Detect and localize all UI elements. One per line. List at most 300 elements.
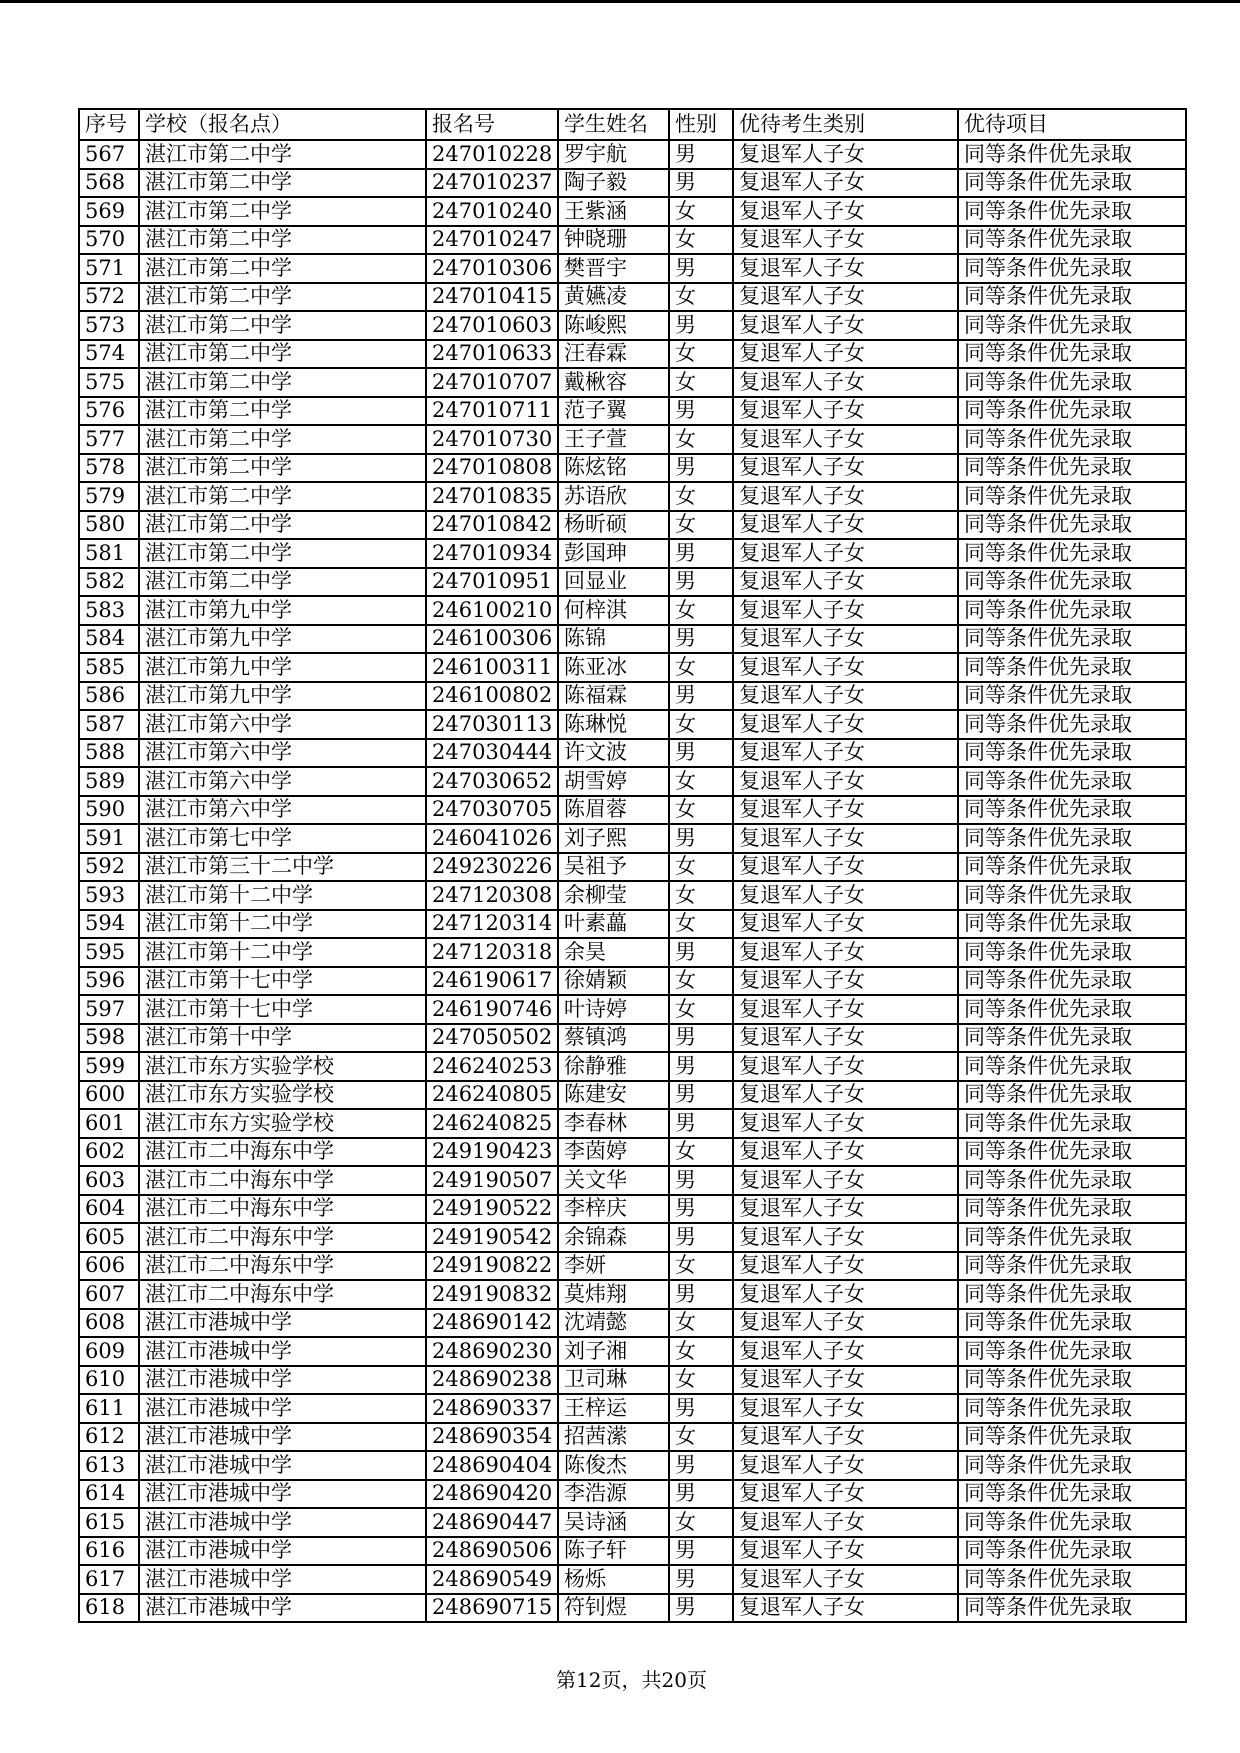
table-row bbox=[79, 1480, 1186, 1509]
cell-gender: 女 bbox=[669, 197, 733, 226]
cell-student-name: 李茵婷 bbox=[558, 1138, 669, 1167]
table-row bbox=[79, 1451, 1186, 1480]
cell-gender: 男 bbox=[669, 1024, 733, 1053]
table-row bbox=[79, 1594, 1186, 1623]
cell-category: 复退军人子女 bbox=[733, 1052, 958, 1081]
table-row bbox=[79, 568, 1186, 597]
cell-reg-no: 247010633 bbox=[426, 340, 558, 369]
cell-reg-no: 248690230 bbox=[426, 1337, 558, 1366]
cell-gender: 女 bbox=[669, 1309, 733, 1338]
cell-gender: 女 bbox=[669, 967, 733, 996]
cell-category: 复退军人子女 bbox=[733, 340, 958, 369]
table-row bbox=[79, 796, 1186, 825]
cell-reg-no: 247010247 bbox=[426, 226, 558, 255]
cell-reg-no: 246100311 bbox=[426, 653, 558, 682]
cell-student-name: 樊晋宇 bbox=[558, 254, 669, 283]
cell-reg-no: 248690142 bbox=[426, 1309, 558, 1338]
cell-student-name: 汪春霖 bbox=[558, 340, 669, 369]
cell-gender: 男 bbox=[669, 397, 733, 426]
table-row bbox=[79, 1052, 1186, 1081]
cell-category: 复退军人子女 bbox=[733, 853, 958, 882]
cell-category: 复退军人子女 bbox=[733, 1166, 958, 1195]
cell-reg-no: 249190522 bbox=[426, 1195, 558, 1224]
cell-school: 湛江市第二中学 bbox=[139, 226, 426, 255]
cell-category: 复退军人子女 bbox=[733, 1594, 958, 1623]
cell-index: 587 bbox=[79, 710, 139, 739]
cell-item: 同等条件优先录取 bbox=[958, 824, 1186, 853]
cell-school: 湛江市第二中学 bbox=[139, 539, 426, 568]
cell-reg-no: 248690337 bbox=[426, 1394, 558, 1423]
cell-student-name: 叶诗婷 bbox=[558, 995, 669, 1024]
cell-item: 同等条件优先录取 bbox=[958, 169, 1186, 198]
cell-school: 湛江市第二中学 bbox=[139, 482, 426, 511]
cell-student-name: 王梓运 bbox=[558, 1394, 669, 1423]
cell-index: 610 bbox=[79, 1366, 139, 1395]
cell-school: 湛江市二中海东中学 bbox=[139, 1195, 426, 1224]
cell-school: 湛江市第七中学 bbox=[139, 824, 426, 853]
cell-student-name: 许文波 bbox=[558, 739, 669, 768]
column-header-gender: 性别 bbox=[669, 109, 733, 140]
cell-reg-no: 249190507 bbox=[426, 1166, 558, 1195]
cell-reg-no: 248690549 bbox=[426, 1565, 558, 1594]
table-row bbox=[79, 938, 1186, 967]
cell-index: 593 bbox=[79, 881, 139, 910]
cell-gender: 男 bbox=[669, 169, 733, 198]
table-row bbox=[79, 1537, 1186, 1566]
cell-category: 复退军人子女 bbox=[733, 739, 958, 768]
cell-student-name: 杨烁 bbox=[558, 1565, 669, 1594]
cell-reg-no: 249230226 bbox=[426, 853, 558, 882]
cell-student-name: 李梓庆 bbox=[558, 1195, 669, 1224]
table-row bbox=[79, 1337, 1186, 1366]
cell-index: 598 bbox=[79, 1024, 139, 1053]
cell-student-name: 陈福霖 bbox=[558, 682, 669, 711]
cell-item: 同等条件优先录取 bbox=[958, 340, 1186, 369]
cell-school: 湛江市第二中学 bbox=[139, 140, 426, 169]
cell-index: 618 bbox=[79, 1594, 139, 1623]
cell-reg-no: 246240805 bbox=[426, 1081, 558, 1110]
cell-item: 同等条件优先录取 bbox=[958, 796, 1186, 825]
cell-reg-no: 247120308 bbox=[426, 881, 558, 910]
cell-reg-no: 249190542 bbox=[426, 1223, 558, 1252]
cell-category: 复退军人子女 bbox=[733, 1366, 958, 1395]
cell-category: 复退军人子女 bbox=[733, 482, 958, 511]
table-header-row bbox=[79, 109, 1186, 140]
cell-student-name: 叶素藟 bbox=[558, 910, 669, 939]
cell-category: 复退军人子女 bbox=[733, 1309, 958, 1338]
cell-gender: 女 bbox=[669, 368, 733, 397]
cell-item: 同等条件优先录取 bbox=[958, 482, 1186, 511]
cell-student-name: 蔡镇鸿 bbox=[558, 1024, 669, 1053]
cell-index: 583 bbox=[79, 596, 139, 625]
cell-gender: 男 bbox=[669, 1451, 733, 1480]
cell-category: 复退军人子女 bbox=[733, 1138, 958, 1167]
cell-index: 586 bbox=[79, 682, 139, 711]
cell-reg-no: 248690404 bbox=[426, 1451, 558, 1480]
cell-category: 复退军人子女 bbox=[733, 967, 958, 996]
cell-index: 579 bbox=[79, 482, 139, 511]
cell-item: 同等条件优先录取 bbox=[958, 853, 1186, 882]
table-row bbox=[79, 311, 1186, 340]
cell-reg-no: 246240825 bbox=[426, 1109, 558, 1138]
table-row bbox=[79, 1081, 1186, 1110]
cell-reg-no: 247010730 bbox=[426, 425, 558, 454]
cell-category: 复退军人子女 bbox=[733, 995, 958, 1024]
cell-index: 612 bbox=[79, 1423, 139, 1452]
cell-category: 复退军人子女 bbox=[733, 824, 958, 853]
table-row bbox=[79, 625, 1186, 654]
cell-index: 599 bbox=[79, 1052, 139, 1081]
cell-school: 湛江市第九中学 bbox=[139, 682, 426, 711]
cell-student-name: 徐婧颖 bbox=[558, 967, 669, 996]
cell-school: 湛江市第二中学 bbox=[139, 425, 426, 454]
cell-item: 同等条件优先录取 bbox=[958, 568, 1186, 597]
cell-gender: 女 bbox=[669, 596, 733, 625]
cell-student-name: 杨昕硕 bbox=[558, 511, 669, 540]
column-header-reg-no: 报名号 bbox=[426, 109, 558, 140]
cell-index: 582 bbox=[79, 568, 139, 597]
cell-school: 湛江市第二中学 bbox=[139, 311, 426, 340]
table-row bbox=[79, 1223, 1186, 1252]
cell-gender: 男 bbox=[669, 739, 733, 768]
cell-gender: 女 bbox=[669, 853, 733, 882]
cell-index: 575 bbox=[79, 368, 139, 397]
table-header bbox=[79, 109, 1186, 140]
cell-category: 复退军人子女 bbox=[733, 796, 958, 825]
cell-reg-no: 246100802 bbox=[426, 682, 558, 711]
cell-index: 607 bbox=[79, 1280, 139, 1309]
cell-student-name: 余昊 bbox=[558, 938, 669, 967]
cell-reg-no: 246190746 bbox=[426, 995, 558, 1024]
cell-index: 611 bbox=[79, 1394, 139, 1423]
cell-index: 596 bbox=[79, 967, 139, 996]
cell-index: 594 bbox=[79, 910, 139, 939]
cell-gender: 男 bbox=[669, 1166, 733, 1195]
cell-category: 复退军人子女 bbox=[733, 511, 958, 540]
cell-school: 湛江市第三十二中学 bbox=[139, 853, 426, 882]
cell-item: 同等条件优先录取 bbox=[958, 625, 1186, 654]
cell-item: 同等条件优先录取 bbox=[958, 910, 1186, 939]
cell-index: 592 bbox=[79, 853, 139, 882]
cell-gender: 女 bbox=[669, 653, 733, 682]
cell-category: 复退军人子女 bbox=[733, 1252, 958, 1281]
cell-category: 复退军人子女 bbox=[733, 1223, 958, 1252]
table-row bbox=[79, 1195, 1186, 1224]
cell-category: 复退军人子女 bbox=[733, 881, 958, 910]
cell-item: 同等条件优先录取 bbox=[958, 938, 1186, 967]
cell-school: 湛江市第二中学 bbox=[139, 283, 426, 312]
table-row bbox=[79, 824, 1186, 853]
cell-student-name: 陈建安 bbox=[558, 1081, 669, 1110]
cell-gender: 男 bbox=[669, 938, 733, 967]
table-row bbox=[79, 226, 1186, 255]
cell-gender: 男 bbox=[669, 1195, 733, 1224]
cell-item: 同等条件优先录取 bbox=[958, 226, 1186, 255]
cell-item: 同等条件优先录取 bbox=[958, 254, 1186, 283]
cell-item: 同等条件优先录取 bbox=[958, 995, 1186, 1024]
table-row bbox=[79, 368, 1186, 397]
cell-index: 585 bbox=[79, 653, 139, 682]
cell-reg-no: 247120314 bbox=[426, 910, 558, 939]
cell-reg-no: 247030113 bbox=[426, 710, 558, 739]
cell-category: 复退军人子女 bbox=[733, 1337, 958, 1366]
cell-student-name: 彭国珅 bbox=[558, 539, 669, 568]
table-row bbox=[79, 1366, 1186, 1395]
cell-reg-no: 247010808 bbox=[426, 454, 558, 483]
cell-reg-no: 248690715 bbox=[426, 1594, 558, 1623]
cell-school: 湛江市东方实验学校 bbox=[139, 1052, 426, 1081]
cell-item: 同等条件优先录取 bbox=[958, 1394, 1186, 1423]
cell-reg-no: 247010951 bbox=[426, 568, 558, 597]
cell-gender: 女 bbox=[669, 511, 733, 540]
table-row bbox=[79, 881, 1186, 910]
cell-student-name: 陈琳悦 bbox=[558, 710, 669, 739]
cell-index: 613 bbox=[79, 1451, 139, 1480]
cell-gender: 女 bbox=[669, 1423, 733, 1452]
cell-index: 574 bbox=[79, 340, 139, 369]
cell-category: 复退军人子女 bbox=[733, 254, 958, 283]
cell-gender: 男 bbox=[669, 140, 733, 169]
cell-category: 复退军人子女 bbox=[733, 397, 958, 426]
table-body bbox=[79, 140, 1186, 1622]
cell-school: 湛江市第十二中学 bbox=[139, 881, 426, 910]
cell-student-name: 陈亚冰 bbox=[558, 653, 669, 682]
cell-item: 同等条件优先录取 bbox=[958, 881, 1186, 910]
cell-index: 616 bbox=[79, 1537, 139, 1566]
cell-index: 604 bbox=[79, 1195, 139, 1224]
cell-item: 同等条件优先录取 bbox=[958, 311, 1186, 340]
page-top-rule bbox=[0, 0, 1240, 3]
cell-index: 606 bbox=[79, 1252, 139, 1281]
table-row bbox=[79, 1252, 1186, 1281]
cell-category: 复退军人子女 bbox=[733, 140, 958, 169]
cell-item: 同等条件优先录取 bbox=[958, 1166, 1186, 1195]
table-row bbox=[79, 1565, 1186, 1594]
cell-item: 同等条件优先录取 bbox=[958, 1337, 1186, 1366]
cell-category: 复退军人子女 bbox=[733, 368, 958, 397]
table-row bbox=[79, 425, 1186, 454]
cell-student-name: 余锦森 bbox=[558, 1223, 669, 1252]
cell-student-name: 沈靖懿 bbox=[558, 1309, 669, 1338]
cell-gender: 男 bbox=[669, 682, 733, 711]
cell-item: 同等条件优先录取 bbox=[958, 454, 1186, 483]
cell-category: 复退军人子女 bbox=[733, 1394, 958, 1423]
cell-category: 复退军人子女 bbox=[733, 1280, 958, 1309]
cell-school: 湛江市东方实验学校 bbox=[139, 1109, 426, 1138]
cell-school: 湛江市第二中学 bbox=[139, 368, 426, 397]
cell-student-name: 罗宇航 bbox=[558, 140, 669, 169]
cell-reg-no: 247030444 bbox=[426, 739, 558, 768]
cell-item: 同等条件优先录取 bbox=[958, 710, 1186, 739]
cell-school: 湛江市第二中学 bbox=[139, 568, 426, 597]
cell-student-name: 陈锦 bbox=[558, 625, 669, 654]
cell-index: 590 bbox=[79, 796, 139, 825]
cell-school: 湛江市第二中学 bbox=[139, 197, 426, 226]
cell-school: 湛江市二中海东中学 bbox=[139, 1280, 426, 1309]
table-row bbox=[79, 1508, 1186, 1537]
cell-reg-no: 249190832 bbox=[426, 1280, 558, 1309]
cell-category: 复退军人子女 bbox=[733, 1537, 958, 1566]
cell-item: 同等条件优先录取 bbox=[958, 1594, 1186, 1623]
cell-school: 湛江市港城中学 bbox=[139, 1394, 426, 1423]
table-row bbox=[79, 710, 1186, 739]
cell-school: 湛江市第六中学 bbox=[139, 767, 426, 796]
table-row bbox=[79, 967, 1186, 996]
cell-index: 576 bbox=[79, 397, 139, 426]
cell-index: 617 bbox=[79, 1565, 139, 1594]
cell-item: 同等条件优先录取 bbox=[958, 1252, 1186, 1281]
cell-school: 湛江市第十二中学 bbox=[139, 910, 426, 939]
cell-index: 614 bbox=[79, 1480, 139, 1509]
cell-item: 同等条件优先录取 bbox=[958, 1024, 1186, 1053]
table-row bbox=[79, 739, 1186, 768]
cell-gender: 男 bbox=[669, 1223, 733, 1252]
cell-school: 湛江市港城中学 bbox=[139, 1508, 426, 1537]
cell-gender: 女 bbox=[669, 710, 733, 739]
cell-gender: 女 bbox=[669, 482, 733, 511]
cell-category: 复退军人子女 bbox=[733, 1423, 958, 1452]
cell-index: 584 bbox=[79, 625, 139, 654]
cell-school: 湛江市东方实验学校 bbox=[139, 1081, 426, 1110]
table-row bbox=[79, 283, 1186, 312]
cell-school: 湛江市第九中学 bbox=[139, 653, 426, 682]
cell-reg-no: 247010603 bbox=[426, 311, 558, 340]
cell-gender: 男 bbox=[669, 1594, 733, 1623]
cell-reg-no: 247010711 bbox=[426, 397, 558, 426]
column-header-index: 序号 bbox=[79, 109, 139, 140]
table-row bbox=[79, 169, 1186, 198]
cell-index: 571 bbox=[79, 254, 139, 283]
cell-school: 湛江市港城中学 bbox=[139, 1423, 426, 1452]
cell-index: 608 bbox=[79, 1309, 139, 1338]
preferential-students-table bbox=[78, 108, 1187, 1623]
cell-school: 湛江市港城中学 bbox=[139, 1537, 426, 1566]
cell-school: 湛江市港城中学 bbox=[139, 1565, 426, 1594]
cell-gender: 男 bbox=[669, 254, 733, 283]
cell-school: 湛江市港城中学 bbox=[139, 1309, 426, 1338]
cell-student-name: 李妍 bbox=[558, 1252, 669, 1281]
cell-school: 湛江市二中海东中学 bbox=[139, 1166, 426, 1195]
cell-gender: 女 bbox=[669, 881, 733, 910]
cell-student-name: 陈炫铭 bbox=[558, 454, 669, 483]
cell-item: 同等条件优先录取 bbox=[958, 1423, 1186, 1452]
cell-index: 597 bbox=[79, 995, 139, 1024]
table-row bbox=[79, 1166, 1186, 1195]
cell-student-name: 吴诗涵 bbox=[558, 1508, 669, 1537]
cell-category: 复退军人子女 bbox=[733, 625, 958, 654]
cell-index: 588 bbox=[79, 739, 139, 768]
cell-student-name: 刘子熙 bbox=[558, 824, 669, 853]
cell-gender: 女 bbox=[669, 340, 733, 369]
cell-reg-no: 247010240 bbox=[426, 197, 558, 226]
cell-gender: 女 bbox=[669, 425, 733, 454]
cell-item: 同等条件优先录取 bbox=[958, 140, 1186, 169]
cell-reg-no: 247010415 bbox=[426, 283, 558, 312]
cell-reg-no: 248690420 bbox=[426, 1480, 558, 1509]
cell-reg-no: 247030652 bbox=[426, 767, 558, 796]
cell-school: 湛江市港城中学 bbox=[139, 1366, 426, 1395]
cell-gender: 男 bbox=[669, 824, 733, 853]
cell-index: 573 bbox=[79, 311, 139, 340]
cell-reg-no: 248690506 bbox=[426, 1537, 558, 1566]
cell-gender: 女 bbox=[669, 283, 733, 312]
cell-student-name: 莫炜翔 bbox=[558, 1280, 669, 1309]
cell-item: 同等条件优先录取 bbox=[958, 197, 1186, 226]
cell-item: 同等条件优先录取 bbox=[958, 425, 1186, 454]
cell-index: 609 bbox=[79, 1337, 139, 1366]
cell-school: 湛江市第十七中学 bbox=[139, 967, 426, 996]
cell-student-name: 苏语欣 bbox=[558, 482, 669, 511]
cell-category: 复退军人子女 bbox=[733, 1480, 958, 1509]
cell-student-name: 胡雪婷 bbox=[558, 767, 669, 796]
cell-student-name: 王紫涵 bbox=[558, 197, 669, 226]
table-row bbox=[79, 910, 1186, 939]
cell-item: 同等条件优先录取 bbox=[958, 397, 1186, 426]
cell-school: 湛江市第十二中学 bbox=[139, 938, 426, 967]
cell-gender: 男 bbox=[669, 1565, 733, 1594]
cell-school: 湛江市第二中学 bbox=[139, 340, 426, 369]
cell-category: 复退军人子女 bbox=[733, 1195, 958, 1224]
cell-item: 同等条件优先录取 bbox=[958, 1565, 1186, 1594]
cell-gender: 男 bbox=[669, 1280, 733, 1309]
cell-gender: 女 bbox=[669, 1337, 733, 1366]
cell-school: 湛江市港城中学 bbox=[139, 1451, 426, 1480]
cell-school: 湛江市第二中学 bbox=[139, 397, 426, 426]
cell-school: 湛江市第十中学 bbox=[139, 1024, 426, 1053]
table-row bbox=[79, 140, 1186, 169]
table-row bbox=[79, 767, 1186, 796]
cell-reg-no: 248690238 bbox=[426, 1366, 558, 1395]
cell-student-name: 范子翼 bbox=[558, 397, 669, 426]
cell-student-name: 陈子轩 bbox=[558, 1537, 669, 1566]
table-row bbox=[79, 539, 1186, 568]
cell-gender: 女 bbox=[669, 995, 733, 1024]
cell-student-name: 陈眉蓉 bbox=[558, 796, 669, 825]
cell-category: 复退军人子女 bbox=[733, 425, 958, 454]
cell-item: 同等条件优先录取 bbox=[958, 1537, 1186, 1566]
cell-student-name: 李春林 bbox=[558, 1109, 669, 1138]
cell-reg-no: 248690447 bbox=[426, 1508, 558, 1537]
cell-school: 湛江市二中海东中学 bbox=[139, 1223, 426, 1252]
cell-category: 复退军人子女 bbox=[733, 283, 958, 312]
table-row bbox=[79, 511, 1186, 540]
cell-student-name: 回显业 bbox=[558, 568, 669, 597]
cell-item: 同等条件优先录取 bbox=[958, 1052, 1186, 1081]
table-row bbox=[79, 1423, 1186, 1452]
cell-index: 591 bbox=[79, 824, 139, 853]
column-header-item: 优待项目 bbox=[958, 109, 1186, 140]
cell-gender: 男 bbox=[669, 539, 733, 568]
cell-category: 复退军人子女 bbox=[733, 653, 958, 682]
cell-reg-no: 249190822 bbox=[426, 1252, 558, 1281]
cell-index: 600 bbox=[79, 1081, 139, 1110]
cell-student-name: 刘子湘 bbox=[558, 1337, 669, 1366]
cell-school: 湛江市二中海东中学 bbox=[139, 1252, 426, 1281]
cell-gender: 男 bbox=[669, 311, 733, 340]
cell-school: 湛江市港城中学 bbox=[139, 1480, 426, 1509]
column-header-student-name: 学生姓名 bbox=[558, 109, 669, 140]
cell-index: 569 bbox=[79, 197, 139, 226]
cell-school: 湛江市第二中学 bbox=[139, 454, 426, 483]
cell-index: 603 bbox=[79, 1166, 139, 1195]
cell-category: 复退军人子女 bbox=[733, 169, 958, 198]
cell-gender: 男 bbox=[669, 1081, 733, 1110]
cell-school: 湛江市第六中学 bbox=[139, 710, 426, 739]
cell-category: 复退军人子女 bbox=[733, 682, 958, 711]
cell-reg-no: 246100306 bbox=[426, 625, 558, 654]
cell-item: 同等条件优先录取 bbox=[958, 1280, 1186, 1309]
table-row bbox=[79, 482, 1186, 511]
